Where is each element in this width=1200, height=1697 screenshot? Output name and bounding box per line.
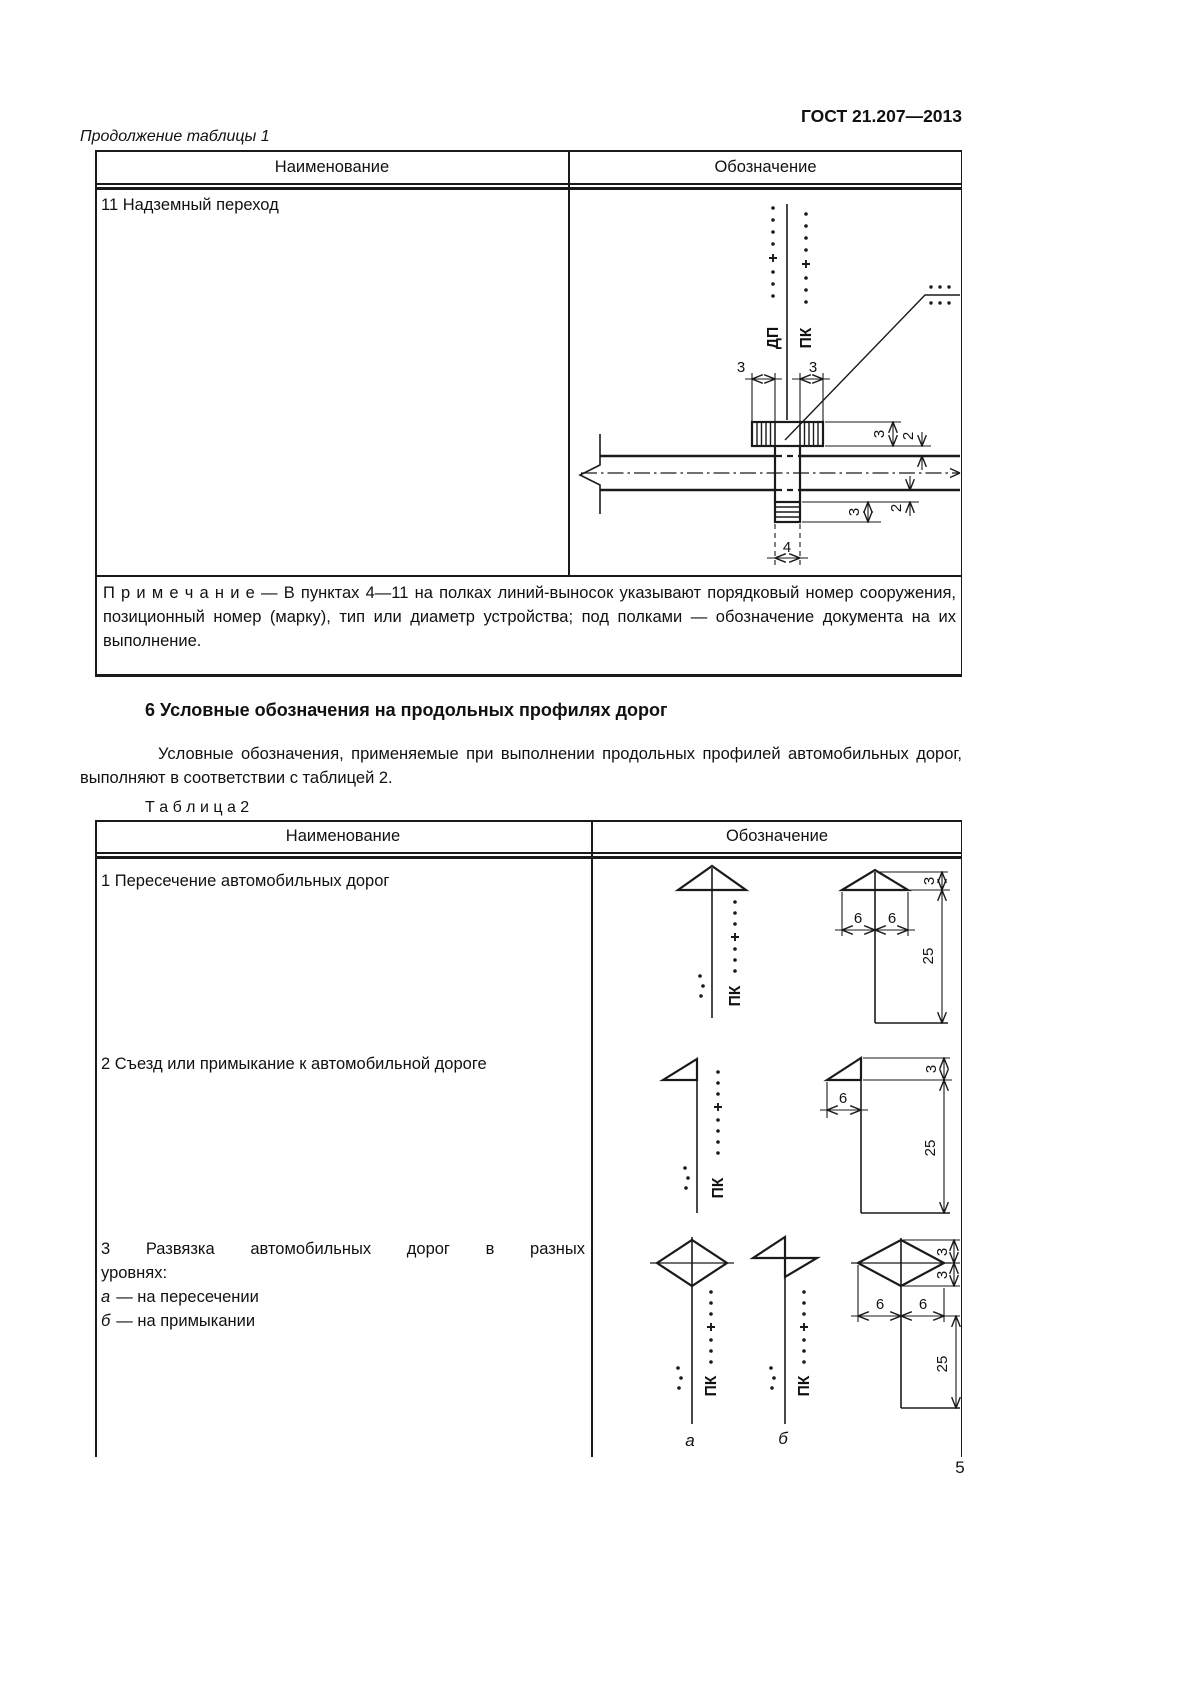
interchange-letter-a: а (685, 1431, 695, 1450)
overpass-dim-up-3: 3 (871, 429, 888, 439)
exit-dim-25: 25 (922, 1139, 939, 1157)
row3-line2: уровнях: (101, 1264, 168, 1282)
table2-caption: Т а б л и ц а 2 (145, 799, 250, 816)
exit-dim-6: 6 (838, 1090, 848, 1107)
table2-row2-name: 2 Съезд или примыкание к автомобильной дороге (101, 1055, 487, 1073)
table2-header-rule-1 (95, 852, 962, 854)
crossing-dim-6l: 6 (853, 910, 863, 927)
table2-row1-name: 1 Пересечение автомобильных дорог (101, 872, 390, 890)
row3-item-b (101, 1309, 585, 1333)
table2-row3-name (101, 1237, 585, 1333)
table2-symbols-drawing (592, 856, 962, 1457)
table1-continuation-label: Продолжение таблицы 1 (80, 128, 270, 145)
exit-symbol (663, 1059, 727, 1213)
overpass-right-upper-dims (825, 422, 931, 470)
doc-code: ГОСТ 21.207—2013 (800, 106, 962, 126)
exit-dimensioned (820, 1058, 952, 1213)
table2-header-designation: Обозначение (725, 827, 829, 845)
table1-header-designation: Обозначение (714, 158, 817, 176)
interchange-dimensioned (851, 1238, 960, 1408)
interchange-dim-25: 25 (934, 1355, 951, 1373)
interchange-symbol-b (753, 1237, 817, 1448)
overpass-dim-left-3: 3 (736, 359, 746, 376)
page-number: 5 (955, 1458, 965, 1477)
interchange-dim-6r: 6 (918, 1296, 928, 1313)
row3-item-b-text: — на примыкании (116, 1312, 256, 1330)
table1-note (103, 581, 956, 653)
interchange-label-pk-b: ПК (796, 1375, 813, 1397)
interchange-dim-3bot: 3 (934, 1270, 951, 1280)
overpass-dim-right-3: 3 (808, 359, 818, 376)
overpass-dim-4: 4 (782, 539, 792, 556)
overpass-dim-low-3: 3 (846, 507, 863, 517)
overpass-dim-low-2: 2 (888, 503, 905, 513)
overpass-label-dp: ДП (765, 326, 782, 350)
crossing-dim-6r: 6 (887, 910, 897, 927)
exit-label-pk: ПК (710, 1177, 727, 1199)
note-text: — В пунктах 4—11 на полках линий-выносок указывают порядковый номер сооружения, позиционный номер (марку), тип или диаметр устройства; под полками — обозначение документа на их выполнение. (103, 584, 956, 650)
interchange-label-pk-a: ПК (703, 1375, 720, 1397)
row3-item-a-text: — на пересечении (116, 1288, 259, 1306)
section6-paragraph: Условные обозначения, применяемые при выполнении продольных профилей автомобильных дорог, выполняют в соответствии с таблицей 2. (80, 745, 962, 787)
row3-line1: 3 Развязка автомобильных дорог в разных (101, 1240, 585, 1258)
table1-bottom-rule (95, 674, 962, 677)
table1-note-rule (95, 575, 962, 577)
overpass-symbol-drawing (569, 186, 962, 575)
table1-row11-name: 11 Надземный переход (101, 196, 279, 214)
overpass-label-pk: ПК (798, 327, 815, 349)
table1-header-name: Наименование (274, 158, 390, 176)
table2-header-name: Наименование (285, 827, 401, 845)
table1-top-rule (95, 150, 962, 152)
row3-item-a (101, 1285, 585, 1309)
overpass-station-dots (771, 206, 808, 304)
table1-left-border (95, 150, 97, 675)
interchange-dim-3top: 3 (934, 1247, 951, 1257)
overpass-plus-marks (769, 254, 810, 268)
overpass-bridge-box (752, 422, 823, 446)
interchange-letter-b: б (778, 1429, 788, 1448)
overpass-dim-up-2: 2 (900, 431, 917, 441)
crossing-dim-25: 25 (920, 947, 937, 965)
overpass-channel (775, 446, 800, 522)
table2-left-border (95, 820, 97, 1457)
interchange-symbol-a (650, 1237, 734, 1450)
crossing-label-pk: ПК (727, 985, 744, 1007)
exit-dim-3: 3 (923, 1064, 940, 1074)
row3-item-b-letter: б (101, 1312, 111, 1330)
interchange-dim-6l: 6 (875, 1296, 885, 1313)
crossing-dim-3: 3 (921, 876, 938, 886)
table1-header-rule-1 (95, 183, 962, 185)
crossing-symbol (678, 866, 746, 1018)
table2-top-rule (95, 820, 962, 822)
note-label: П р и м е ч а н и е (103, 584, 255, 602)
section6-heading: 6 Условные обозначения на продольных профилях дорог (145, 700, 668, 720)
crossing-dimensioned (835, 870, 950, 1023)
row3-item-a-letter: а (101, 1288, 111, 1306)
